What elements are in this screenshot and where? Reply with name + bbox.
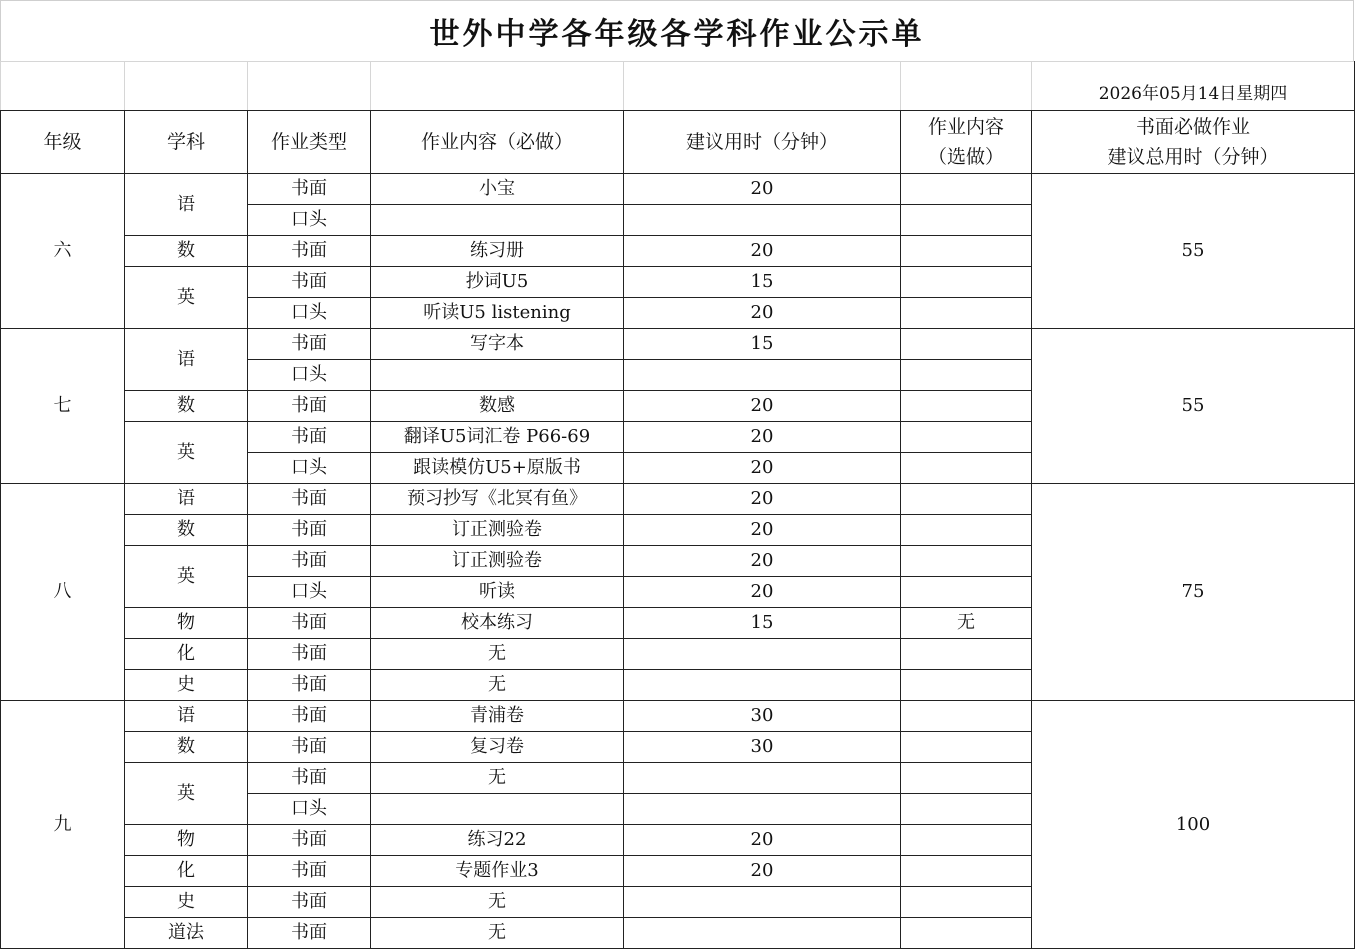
optional-cell: [901, 918, 1032, 949]
subject-cell: 道法: [125, 918, 248, 949]
content-cell: 无: [371, 887, 624, 918]
content-cell: 预习抄写《北冥有鱼》: [371, 484, 624, 515]
content-cell: 无: [371, 639, 624, 670]
type-cell: 书面: [248, 825, 371, 856]
content-cell: [371, 360, 624, 391]
optional-cell: [901, 484, 1032, 515]
optional-cell: [901, 701, 1032, 732]
total-time-cell: 100: [1032, 701, 1355, 949]
content-cell: 跟读模仿U5+原版书: [371, 453, 624, 484]
table-row: [1, 701, 1355, 732]
time-cell: 20: [624, 236, 901, 267]
time-cell: 20: [624, 856, 901, 887]
content-cell: 小宝: [371, 174, 624, 205]
header-total-line1: 书面必做作业: [1135, 116, 1250, 138]
type-cell: 书面: [248, 608, 371, 639]
time-cell: 20: [624, 453, 901, 484]
time-cell: [624, 794, 901, 825]
optional-cell: [901, 825, 1032, 856]
header-grade: 年级: [1, 111, 125, 174]
content-cell: 无: [371, 918, 624, 949]
type-cell: 口头: [248, 577, 371, 608]
time-cell: 20: [624, 825, 901, 856]
content-cell: 校本练习: [371, 608, 624, 639]
time-cell: 20: [624, 391, 901, 422]
type-cell: 书面: [248, 918, 371, 949]
type-cell: 口头: [248, 298, 371, 329]
type-cell: 书面: [248, 329, 371, 360]
header-total: [1032, 111, 1355, 174]
homework-table: [0, 61, 1355, 949]
content-cell: 抄词U5: [371, 267, 624, 298]
optional-cell: [901, 639, 1032, 670]
type-cell: 口头: [248, 794, 371, 825]
optional-cell: [901, 236, 1032, 267]
subject-cell: 英: [125, 422, 248, 484]
blank-cell: [248, 62, 371, 111]
subject-cell: 语: [125, 484, 248, 515]
content-cell: 订正测验卷: [371, 546, 624, 577]
time-cell: 15: [624, 329, 901, 360]
time-cell: [624, 205, 901, 236]
type-cell: 口头: [248, 453, 371, 484]
optional-cell: [901, 360, 1032, 391]
blank-cell: [1, 62, 125, 111]
optional-cell: [901, 422, 1032, 453]
date-row: [1, 62, 1355, 111]
type-cell: 书面: [248, 887, 371, 918]
optional-cell: 无: [901, 608, 1032, 639]
header-row: [1, 111, 1355, 174]
time-cell: 20: [624, 298, 901, 329]
table-row: [1, 484, 1355, 515]
type-cell: 书面: [248, 267, 371, 298]
grade-cell: 七: [1, 329, 125, 484]
subject-cell: 数: [125, 391, 248, 422]
optional-cell: [901, 267, 1032, 298]
header-optional-line1: 作业内容: [927, 116, 1004, 138]
optional-cell: [901, 391, 1032, 422]
optional-cell: [901, 205, 1032, 236]
type-cell: 书面: [248, 670, 371, 701]
grade-cell: 八: [1, 484, 125, 701]
optional-cell: [901, 174, 1032, 205]
content-cell: [371, 794, 624, 825]
time-cell: 30: [624, 732, 901, 763]
time-cell: 20: [624, 174, 901, 205]
content-cell: 写字本: [371, 329, 624, 360]
type-cell: 书面: [248, 639, 371, 670]
type-cell: 书面: [248, 515, 371, 546]
time-cell: 15: [624, 608, 901, 639]
time-cell: 20: [624, 515, 901, 546]
content-cell: 专题作业3: [371, 856, 624, 887]
blank-cell: [371, 62, 624, 111]
subject-cell: 英: [125, 763, 248, 825]
type-cell: 书面: [248, 391, 371, 422]
optional-cell: [901, 515, 1032, 546]
time-cell: [624, 360, 901, 391]
subject-cell: 数: [125, 732, 248, 763]
content-cell: 翻译U5词汇卷 P66-69: [371, 422, 624, 453]
type-cell: 口头: [248, 205, 371, 236]
time-cell: 15: [624, 267, 901, 298]
content-cell: 订正测验卷: [371, 515, 624, 546]
type-cell: 书面: [248, 732, 371, 763]
subject-cell: 语: [125, 701, 248, 732]
optional-cell: [901, 670, 1032, 701]
type-cell: 书面: [248, 701, 371, 732]
subject-cell: 英: [125, 267, 248, 329]
type-cell: 书面: [248, 856, 371, 887]
type-cell: 书面: [248, 236, 371, 267]
date-label: 2026年05月14日星期四: [1032, 62, 1355, 111]
subject-cell: 数: [125, 236, 248, 267]
content-cell: 青浦卷: [371, 701, 624, 732]
type-cell: 书面: [248, 763, 371, 794]
content-cell: 无: [371, 763, 624, 794]
time-cell: 20: [624, 484, 901, 515]
page-title: 世外中学各年级各学科作业公示单: [0, 0, 1354, 61]
type-cell: 书面: [248, 174, 371, 205]
optional-cell: [901, 887, 1032, 918]
time-cell: 30: [624, 701, 901, 732]
optional-cell: [901, 329, 1032, 360]
grade-cell: 九: [1, 701, 125, 949]
time-cell: 20: [624, 422, 901, 453]
content-cell: 复习卷: [371, 732, 624, 763]
total-time-cell: 55: [1032, 329, 1355, 484]
subject-cell: 史: [125, 887, 248, 918]
blank-cell: [624, 62, 901, 111]
subject-cell: 语: [125, 329, 248, 391]
content-cell: 数感: [371, 391, 624, 422]
header-content: 作业内容（必做）: [371, 111, 624, 174]
time-cell: [624, 918, 901, 949]
header-optional: [901, 111, 1032, 174]
subject-cell: 化: [125, 639, 248, 670]
time-cell: 20: [624, 546, 901, 577]
time-cell: [624, 670, 901, 701]
grade-cell: 六: [1, 174, 125, 329]
content-cell: 练习22: [371, 825, 624, 856]
table-row: [1, 329, 1355, 360]
total-time-cell: 75: [1032, 484, 1355, 701]
subject-cell: 语: [125, 174, 248, 236]
optional-cell: [901, 577, 1032, 608]
time-cell: 20: [624, 577, 901, 608]
blank-cell: [125, 62, 248, 111]
subject-cell: 物: [125, 825, 248, 856]
header-time: 建议用时（分钟）: [624, 111, 901, 174]
table-row: [1, 174, 1355, 205]
type-cell: 书面: [248, 422, 371, 453]
header-type: 作业类型: [248, 111, 371, 174]
subject-cell: 数: [125, 515, 248, 546]
header-subject: 学科: [125, 111, 248, 174]
optional-cell: [901, 856, 1032, 887]
time-cell: [624, 639, 901, 670]
type-cell: 书面: [248, 484, 371, 515]
blank-cell: [901, 62, 1032, 111]
subject-cell: 物: [125, 608, 248, 639]
optional-cell: [901, 732, 1032, 763]
content-cell: 听读: [371, 577, 624, 608]
subject-cell: 史: [125, 670, 248, 701]
time-cell: [624, 887, 901, 918]
header-total-line2: 建议总用时（分钟）: [1107, 146, 1279, 168]
content-cell: 听读U5 listening: [371, 298, 624, 329]
time-cell: [624, 763, 901, 794]
content-cell: [371, 205, 624, 236]
optional-cell: [901, 763, 1032, 794]
subject-cell: 英: [125, 546, 248, 608]
optional-cell: [901, 546, 1032, 577]
content-cell: 无: [371, 670, 624, 701]
subject-cell: 化: [125, 856, 248, 887]
header-optional-line2: （选做）: [927, 146, 1004, 168]
total-time-cell: 55: [1032, 174, 1355, 329]
content-cell: 练习册: [371, 236, 624, 267]
type-cell: 书面: [248, 546, 371, 577]
optional-cell: [901, 794, 1032, 825]
optional-cell: [901, 453, 1032, 484]
type-cell: 口头: [248, 360, 371, 391]
optional-cell: [901, 298, 1032, 329]
